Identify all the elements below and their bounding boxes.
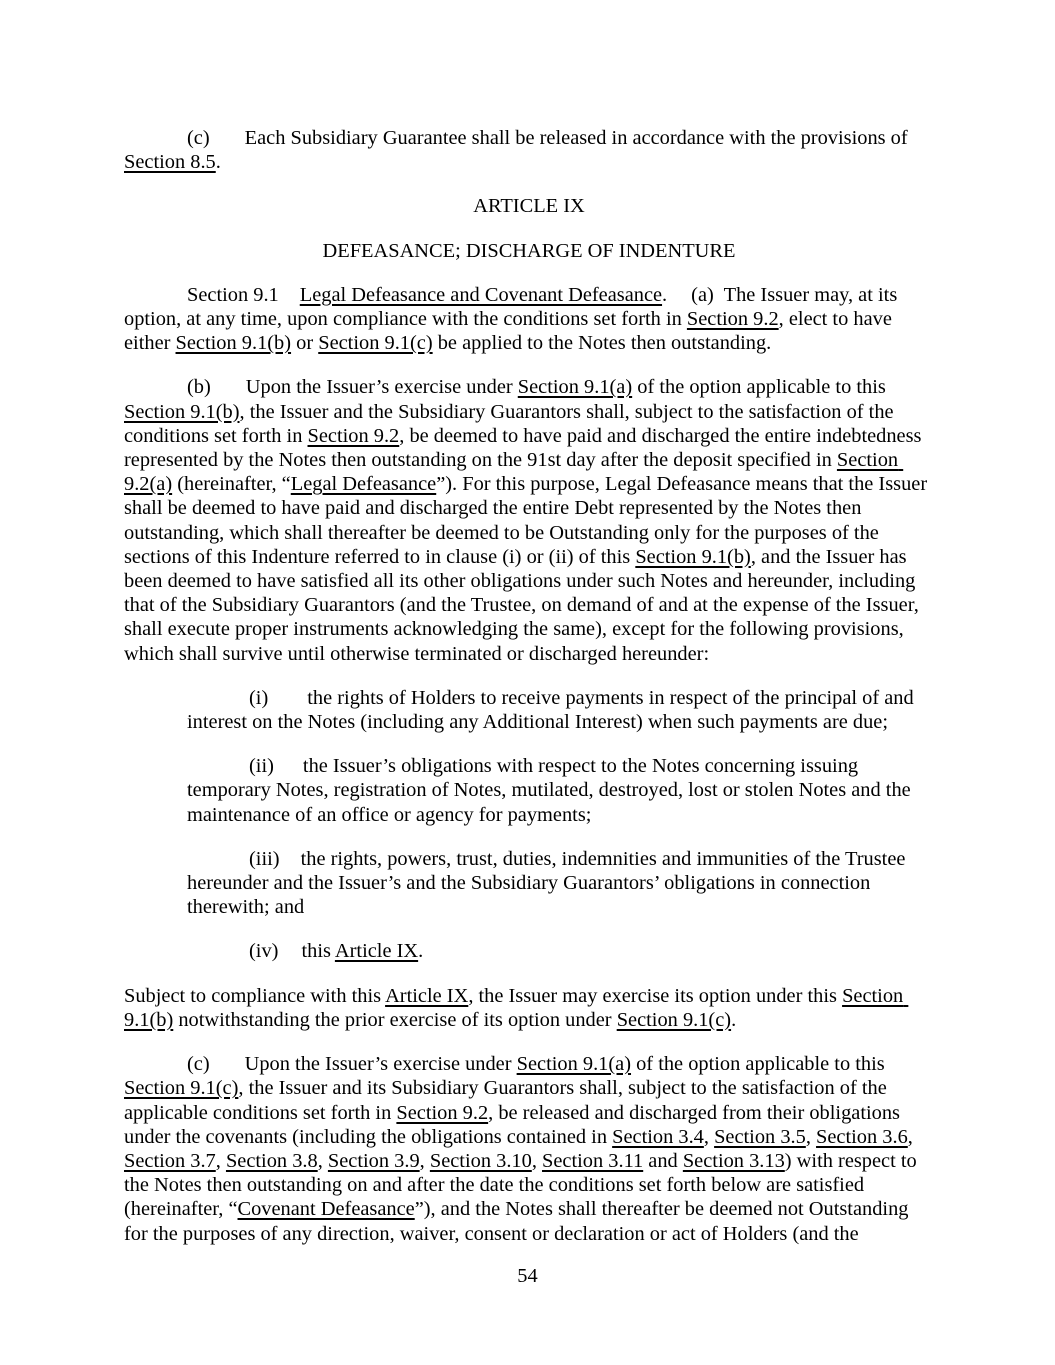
underlined-text: Legal Defeasance and Covenant Defeasance xyxy=(299,283,663,306)
page-number: 54 xyxy=(517,1265,538,1287)
text-run: , the Issuer and its Subsidiary Guarantors shall, subject to the satisfaction of the applicable conditions set forth in xyxy=(124,1077,892,1124)
text-run: , the Issuer and the Subsidiary Guarantors shall, subject to the satisfaction of the conditions set forth in xyxy=(124,400,899,447)
text-run: (iii) xyxy=(249,847,280,870)
text-run: . xyxy=(662,283,668,306)
text-run: Subject to compliance with this xyxy=(124,984,386,1007)
text-run: or xyxy=(291,332,319,355)
underlined-text: Covenant Defeasance xyxy=(237,1198,415,1221)
text-run: , xyxy=(703,1125,715,1148)
text-run: the rights, powers, trust, duties, indemnities and immunities of the Trustee hereunder and the Issuer’s and the Subsidiary Guarantors’ obligations in connection therewith; and xyxy=(187,847,911,919)
text-run: of the option applicable to this xyxy=(632,376,891,399)
text-run: Upon the Issuer’s exercise under xyxy=(244,1053,517,1076)
text-run: (c) xyxy=(187,127,210,149)
text-run: , elect to have either xyxy=(124,308,897,355)
text-run: (c) xyxy=(187,1053,210,1076)
text-run: . xyxy=(418,940,424,963)
text-run: , and the Issuer has been deemed to have satisfied all its other obligations under such Notes and hereunder, including that of the Subsidiary Guarantors (and the Trustee, on demand of and at the expense of the Issuer, shall execute proper instruments acknowledging the same), except for the following provisions, which shall survive until otherwise terminated or discharged hereunder: xyxy=(124,545,924,665)
underlined-text: Section 9.1(b) xyxy=(635,545,751,568)
paragraph-subsidiary-guarantee-release xyxy=(124,126,934,174)
document-body xyxy=(124,126,934,1266)
text-run: . xyxy=(215,151,221,174)
text-run: and xyxy=(643,1149,683,1172)
paragraph-section-9-1 xyxy=(124,283,934,356)
text-run: notwithstanding the prior exercise of its option under xyxy=(173,1008,617,1031)
text-run: the Issuer’s obligations with respect to the Notes concerning issuing temporary Notes, registration of Notes, mutilated, destroyed, lost or stolen Notes and the maintenance of an office or agency for payments; xyxy=(187,755,916,826)
underlined-text: Section 3.9 xyxy=(327,1149,420,1172)
underlined-text: Section 9.1(c) xyxy=(318,332,433,355)
underlined-text: Section 9.2 xyxy=(307,424,400,447)
text-run: , xyxy=(805,1125,817,1148)
underlined-text: Section 9.1(b) xyxy=(175,332,292,355)
text-run: ) with respect to the Notes then outstanding on and after the date the conditions set forth below are satisfied (hereinafter, “ xyxy=(124,1149,922,1221)
paragraph-b-legal-defeasance xyxy=(124,375,934,665)
underlined-text: Section 9.1(c) xyxy=(616,1008,732,1031)
text-run: (i) xyxy=(249,686,269,709)
underlined-text: Section 3.10 xyxy=(429,1149,532,1172)
underlined-text: Section 3.5 xyxy=(714,1125,806,1148)
underlined-text: Section 3.13 xyxy=(682,1149,785,1172)
underlined-text: Article IX xyxy=(385,984,469,1007)
underlined-text: Section 8.5 xyxy=(124,151,216,174)
underlined-text: Section 9.2 xyxy=(396,1101,489,1124)
underlined-text: Section 3.6 xyxy=(816,1125,908,1148)
text-run: (hereinafter, “ xyxy=(172,473,291,496)
text-run: , be released and discharged from their obligations under the covenants (including the obligations contained in xyxy=(124,1101,906,1148)
paragraph-subject-to-compliance xyxy=(124,984,934,1032)
underlined-text: Section 3.7 xyxy=(124,1149,216,1172)
text-run: Upon the Issuer’s exercise under xyxy=(245,376,518,399)
text-run: , be deemed to have paid and discharged the entire indebtedness represented by the Notes then outstanding on the 91st day after the deposit specified in xyxy=(124,424,927,472)
text-run: (ii) xyxy=(249,755,274,778)
underlined-text: Section 9.1(b) xyxy=(124,400,240,423)
article-heading: ARTICLE IX xyxy=(473,195,585,218)
text-run: of the option applicable to this xyxy=(631,1053,890,1076)
underlined-text: Section 3.11 xyxy=(542,1149,644,1172)
text-run: be applied to the Notes then outstanding. xyxy=(432,332,772,355)
underlined-text: Section 9.2 xyxy=(686,308,779,331)
underlined-text: Section 9.1(c) xyxy=(124,1077,239,1100)
article-subtitle: DEFEASANCE; DISCHARGE OF INDENTURE xyxy=(322,239,736,262)
list-item-iv xyxy=(187,939,934,963)
text-run: (a) The Issuer may, at its option, at any time, upon compliance with the conditions set forth in xyxy=(124,283,903,331)
underlined-text: Legal Defeasance xyxy=(290,473,437,496)
text-run: Each Subsidiary Guarantee shall be released in accordance with the provisions of xyxy=(244,127,913,149)
text-run: , xyxy=(907,1125,918,1148)
underlined-text: Section 9.1(b) xyxy=(124,984,909,1031)
underlined-text: Section 9.1(a) xyxy=(517,376,633,399)
text-run: (iv) xyxy=(249,940,279,963)
text-run: , xyxy=(317,1149,328,1172)
text-run: , the Issuer may exercise its option under this xyxy=(468,984,843,1007)
paragraph-c-covenant-defeasance xyxy=(124,1052,934,1246)
underlined-text: Section 9.1(a) xyxy=(516,1053,632,1076)
text-run: Section 9.1 xyxy=(187,283,279,306)
text-run: , xyxy=(531,1149,543,1172)
text-run: . xyxy=(731,1008,737,1031)
text-run: ”), and the Notes shall thereafter be deemed not Outstanding for the purposes of any direction, waiver, consent or declaration or act of Holders (and the xyxy=(124,1198,914,1245)
list-item-ii xyxy=(187,754,934,827)
text-run: the rights of Holders to receive payments in respect of the principal of and interest on the Notes (including any Additional Interest) when such payments are due; xyxy=(187,686,919,734)
text-run: , xyxy=(215,1149,226,1172)
text-run: ”). For this purpose, Legal Defeasance means that the Issuer shall be deemed to have paid and discharged the entire Debt represented by the Notes then outstanding, which shall thereafter be deemed to be Outstanding only for the purposes of the sections of this Indenture referred to in clause (i) or (ii) of this xyxy=(124,473,933,568)
underlined-text: Article IX xyxy=(334,940,419,963)
text-run: this xyxy=(301,940,335,963)
text-run: (b) xyxy=(187,376,211,399)
text-run: , xyxy=(419,1149,430,1172)
underlined-text: Section 3.4 xyxy=(612,1125,704,1148)
underlined-text: Section 3.8 xyxy=(225,1149,318,1172)
list-item-iii xyxy=(187,847,934,920)
list-item-i xyxy=(187,686,934,734)
underlined-text: Section 9.2(a) xyxy=(124,449,904,496)
